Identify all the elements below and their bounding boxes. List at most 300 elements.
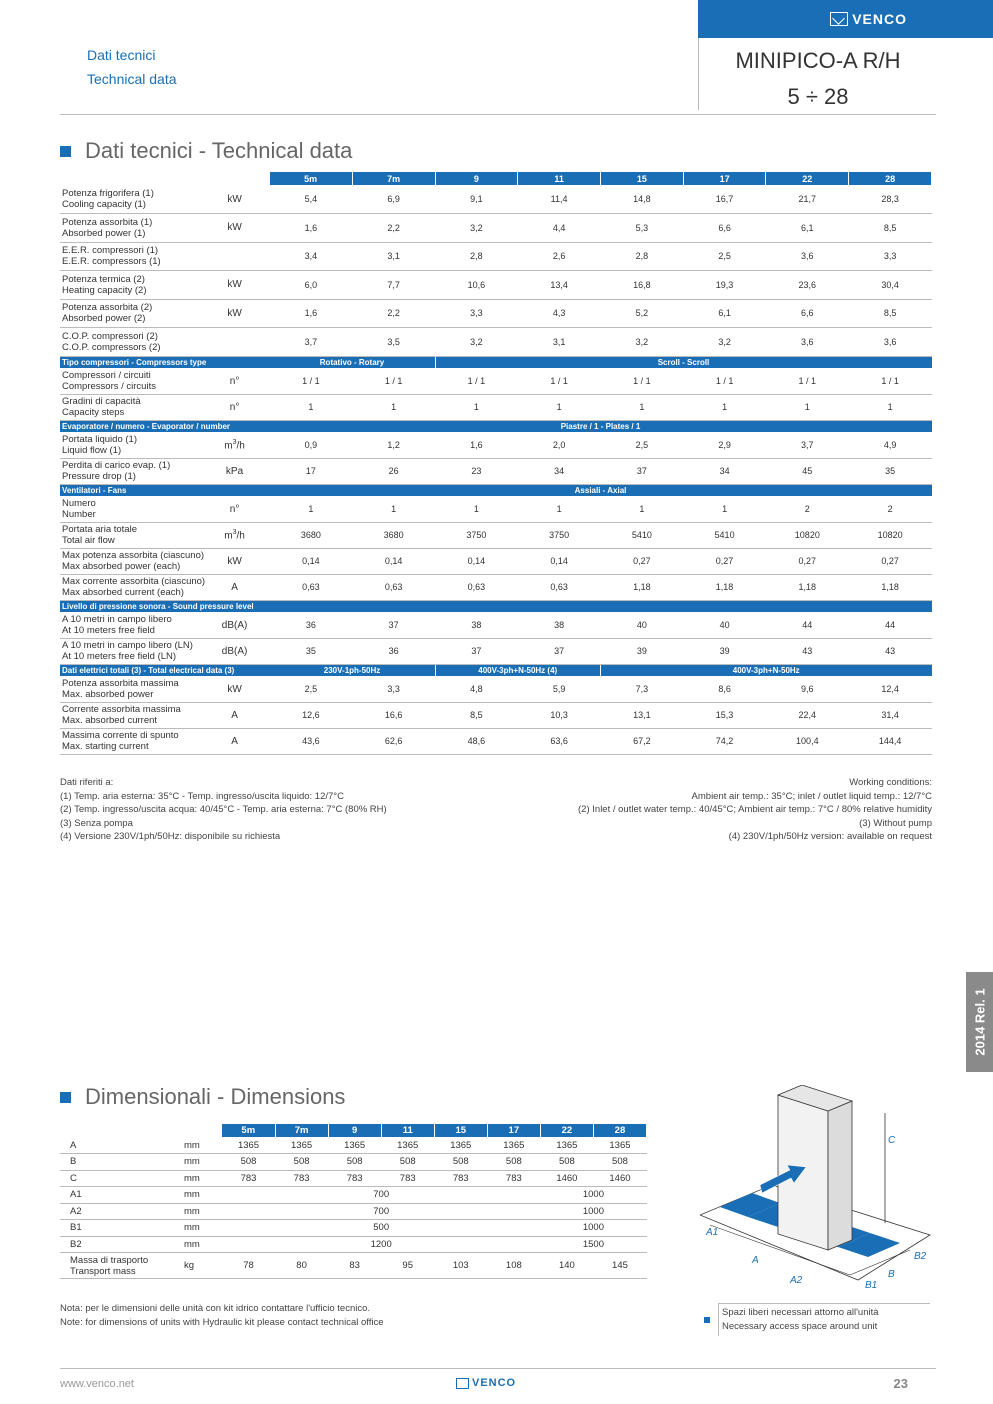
value-cell: 44 [849,612,932,638]
table-row [60,185,932,214]
value-cell: 40 [600,612,683,638]
legend-text [718,1303,930,1336]
value-cell: 5410 [683,522,766,548]
value-cell: 2,2 [352,299,435,328]
tech-section-title [60,138,352,164]
value-cell: 5,2 [600,299,683,328]
table-row [60,242,932,271]
value-cell: 9,6 [766,676,849,702]
note-line: (3) Without pump [859,817,932,829]
table-row [60,1253,647,1279]
unit-cell: kW [220,185,270,214]
footer-logo [456,1377,516,1389]
value-cell: 19,3 [683,271,766,300]
value-cell: 3,1 [352,242,435,271]
dim-label-b1: B1 [865,1280,878,1291]
unit-cell: n° [220,496,270,522]
value-cell: 23,6 [766,271,849,300]
unit-cell: n° [220,368,270,394]
column-header: 15 [600,172,683,185]
row-label: A [60,1137,184,1154]
value-cell: 0,27 [849,548,932,574]
row-label-en: Capacity steps [62,407,125,418]
value-cell: 1,18 [849,574,932,600]
note-line: (2) Inlet / outlet water temp.: 40/45°C; Ambient air temp.: 7°C / 80% relative humidity [578,804,932,815]
unit-cell: kPa [220,458,270,484]
band-value: 400V-3ph+N-50Hz (4) [435,664,600,676]
value-cell: 39 [600,638,683,664]
value-cell: 1,18 [600,574,683,600]
value-cell: 108 [487,1253,540,1279]
legend-en: Necessary access space around unit [722,1321,878,1332]
band-row [60,356,932,368]
table-row [60,676,932,702]
row-label-it: Perdita di carico evap. (1) [62,460,171,471]
value-cell: 10820 [766,522,849,548]
unit-cell: A [220,574,270,600]
row-label [60,728,220,754]
footer-rule [60,1368,936,1369]
row-label [60,185,220,214]
value-cell: 31,4 [849,702,932,728]
row-label-it: Corrente assorbita massima [62,704,181,715]
value-cell: 783 [487,1170,540,1187]
row-label-en: Absorbed power (2) [62,313,146,325]
value-cell: 0,27 [766,548,849,574]
value-cell: 0,63 [352,574,435,600]
value-cell: 74,2 [683,728,766,754]
column-header: 9 [435,172,518,185]
row-label-en: At 10 meters free field (LN) [62,651,177,662]
value-cell: 10820 [849,522,932,548]
unit-cell: $m^3/h$ [220,432,270,458]
column-header: 17 [487,1124,540,1137]
value-cell: 1460 [593,1170,646,1187]
value-cell: 3,3 [849,242,932,271]
table-row [60,1154,647,1171]
value-cell: 3,2 [435,328,518,357]
value-cell: 13,4 [518,271,601,300]
brand-logo-bar [698,0,993,38]
band-label: Livello di pressione sonora - Sound pressure level [60,600,270,612]
value-cell: 35 [270,638,353,664]
value-cell: 3,6 [766,328,849,357]
row-label-it: Massima corrente di spunto [62,730,179,741]
value-cell: 1 [849,394,932,420]
band-value: Piastre / 1 - Plates / 1 [270,420,932,432]
note-line: Working conditions: [849,777,932,788]
row-label-it: Potenza frigorifera (1) [62,188,154,199]
notes-left [60,776,387,844]
header-divider [698,38,699,110]
value-cell: 1,6 [270,299,353,328]
column-header: 11 [381,1124,434,1137]
unit-cell: kg [184,1253,222,1279]
value-cell: 35 [849,458,932,484]
column-header: 5m [270,172,353,185]
table-row [60,1236,647,1253]
value-cell: 8,5 [849,299,932,328]
value-cell: 36 [270,612,353,638]
row-label-it: Max corrente assorbita (ciascuno) [62,576,206,587]
value-cell: 0,63 [518,574,601,600]
value-cell: 1 [683,496,766,522]
column-header: 28 [593,1124,646,1137]
superscript: 3 [232,438,237,446]
band-value: 230V-1ph-50Hz [270,664,435,676]
column-header: 9 [328,1124,381,1137]
value-cell: 508 [540,1154,593,1171]
value-cell: 0,14 [435,548,518,574]
value-cell: 2,2 [352,214,435,243]
value-cell: 5410 [600,522,683,548]
page-number: 23 [893,1376,908,1391]
row-label: B2 [60,1236,184,1253]
row-label-en: C.O.P. compressors (2) [62,341,161,353]
row-label-en: Max absorbed current (each) [62,587,184,598]
dims-table [60,1124,647,1279]
row-label-en: Transport mass [70,1265,136,1277]
value-cell: 500 [222,1220,540,1237]
column-header: 17 [683,172,766,185]
row-label [60,1253,184,1279]
value-cell: 8,5 [849,214,932,243]
value-cell: 95 [381,1253,434,1279]
value-cell: 78 [222,1253,275,1279]
band-value [270,600,932,612]
value-cell: 21,7 [766,185,849,214]
unit-cell: kW [220,676,270,702]
value-cell: 3,5 [352,328,435,357]
value-cell: 103 [434,1253,487,1279]
note-line: Note: for dimensions of units with Hydraulic kit please contact technical office [60,1316,384,1328]
row-label-it: Potenza assorbita massima [62,678,179,689]
value-cell: 1000 [540,1220,646,1237]
value-cell: 2,8 [435,242,518,271]
note-line: (4) Versione 230V/1ph/50Hz: disponibile su richiesta [60,831,281,842]
footer-brand-name: VENCO [472,1377,517,1389]
value-cell: 62,6 [352,728,435,754]
unit-cell: mm [184,1137,222,1154]
value-cell: 3750 [518,522,601,548]
band-value: Scroll - Scroll [435,356,932,368]
value-cell: 3,4 [270,242,353,271]
row-label [60,299,220,328]
tech-title-text: Dati tecnici - Technical data [85,138,353,163]
row-label-en: Max. absorbed power [62,689,154,700]
band-row [60,484,932,496]
row-label [60,638,220,664]
row-label-it: Portata liquido (1) [62,434,137,445]
dim-notes [60,1302,384,1329]
row-label [60,432,220,458]
value-cell: 2,8 [600,242,683,271]
value-cell: 15,3 [683,702,766,728]
table-row [60,638,932,664]
value-cell: 6,1 [766,214,849,243]
table-row [60,1170,647,1187]
value-cell: 783 [328,1170,381,1187]
row-label-it: Compressori / circuiti [62,370,151,381]
row-label-it: Max potenza assorbita (ciascuno) [62,550,205,561]
value-cell: 1 [600,394,683,420]
value-cell: 3,2 [683,328,766,357]
subtitle-en: Technical data [87,71,177,87]
band-label: Ventilatori - Fans [60,484,270,496]
dim-label-b2: B2 [914,1251,927,1262]
unit-cell: n° [220,394,270,420]
column-header: 22 [540,1124,593,1137]
value-cell: 1 / 1 [352,368,435,394]
value-cell: 1 [518,496,601,522]
table-row [60,1203,647,1220]
table-row [60,1187,647,1204]
table-row [60,702,932,728]
value-cell: 783 [381,1170,434,1187]
value-cell: 1 / 1 [766,368,849,394]
value-cell: 10,6 [435,271,518,300]
value-cell: 9,1 [435,185,518,214]
value-cell: 1500 [540,1236,646,1253]
value-cell: 7,7 [352,271,435,300]
column-header: 7m [275,1124,328,1137]
unit-cell: kW [220,299,270,328]
value-cell: 6,9 [352,185,435,214]
unit-cell: $m^3/h$ [220,522,270,548]
value-cell: 508 [381,1154,434,1171]
value-cell: 1365 [487,1137,540,1154]
value-cell: 83 [328,1253,381,1279]
column-header: 7m [352,172,435,185]
legend-square-icon [704,1317,710,1323]
dim-label-a2: A2 [790,1275,803,1286]
row-label [60,496,220,522]
column-header: 5m [222,1124,275,1137]
value-cell: 783 [434,1170,487,1187]
band-value: 400V-3ph+N-50Hz [600,664,931,676]
value-cell: 38 [518,612,601,638]
value-cell: 1,18 [683,574,766,600]
table-row [60,496,932,522]
row-label-it: Potenza assorbita (2) [62,302,153,314]
band-label: Tipo compressori - Compressors type [60,356,270,368]
row-label-it: A 10 metri in campo libero (LN) [62,640,193,651]
value-cell: 3,7 [766,432,849,458]
value-cell: 0,14 [270,548,353,574]
row-label [60,676,220,702]
row-label [60,368,220,394]
value-cell: 2,5 [270,676,353,702]
unit-cell: mm [184,1187,222,1204]
value-cell: 1 [766,394,849,420]
value-cell: 1 / 1 [518,368,601,394]
value-cell: 3,3 [435,299,518,328]
note-line: (1) Temp. aria esterna: 35°C - Temp. ingresso/uscita liquido: 12/7°C [60,790,344,802]
value-cell: 5,4 [270,185,353,214]
value-cell: 0,9 [270,432,353,458]
value-cell: 0,14 [352,548,435,574]
value-cell: 44 [766,612,849,638]
table-row [60,458,932,484]
column-header: 11 [518,172,601,185]
value-cell: 100,4 [766,728,849,754]
model-range: 5 ÷ 28 [787,84,849,109]
band-label: Evaporatore / numero - Evaporator / number [60,420,270,432]
value-cell: 1 [683,394,766,420]
value-cell: 11,4 [518,185,601,214]
value-cell: 43 [849,638,932,664]
value-cell: 508 [222,1154,275,1171]
row-label: A1 [60,1187,184,1204]
unit-cell [220,242,270,271]
value-cell: 37 [600,458,683,484]
value-cell: 2,5 [683,242,766,271]
value-cell: 4,9 [849,432,932,458]
row-label [60,394,220,420]
value-cell: 1365 [540,1137,593,1154]
table-row [60,271,932,300]
unit-cell: dB(A) [220,638,270,664]
unit-cell: A [220,702,270,728]
value-cell: 1365 [275,1137,328,1154]
row-label [60,574,220,600]
row-label: C [60,1170,184,1187]
value-cell: 48,6 [435,728,518,754]
value-cell: 3,1 [518,328,601,357]
row-label [60,612,220,638]
row-label-it: A 10 metri in campo libero [62,614,172,625]
value-cell: 12,4 [849,676,932,702]
dim-label-a1: A1 [706,1227,719,1238]
row-label [60,458,220,484]
table-row [60,394,932,420]
value-cell: 4,8 [435,676,518,702]
dim-label-c: C [888,1135,896,1146]
dim-label-b: B [888,1269,895,1280]
footer-brand-mark-icon [456,1378,469,1389]
value-cell: 1365 [381,1137,434,1154]
row-label [60,242,220,271]
value-cell: 3,2 [600,328,683,357]
row-label-en: E.E.R. compressors (1) [62,256,161,268]
row-label-en: Max. absorbed current [62,715,158,726]
band-label: Dati elettrici totali (3) - Total electrical data (3) [60,664,270,676]
band-value: Assiali - Axial [270,484,932,496]
table-row [60,612,932,638]
dims-title-text: Dimensionali - Dimensions [85,1084,346,1109]
value-cell: 13,1 [600,702,683,728]
value-cell: 140 [540,1253,593,1279]
value-cell: 0,14 [518,548,601,574]
value-cell: 4,3 [518,299,601,328]
value-cell: 3,6 [766,242,849,271]
value-cell: 1 / 1 [849,368,932,394]
dim-label-a: A [752,1255,759,1266]
value-cell: 6,0 [270,271,353,300]
value-cell: 43,6 [270,728,353,754]
value-cell: 0,63 [435,574,518,600]
value-cell: 508 [328,1154,381,1171]
section-square-icon [60,1092,71,1103]
row-label-en: Cooling capacity (1) [62,199,146,210]
brand-mark-icon [830,12,848,26]
unit-cell [220,328,270,357]
value-cell: 1200 [222,1236,540,1253]
value-cell: 36 [352,638,435,664]
value-cell: 508 [487,1154,540,1171]
value-cell: 1365 [434,1137,487,1154]
row-label-en: Number [62,509,96,520]
table-row [60,574,932,600]
row-label-it: Portata aria totale [62,524,137,535]
release-tab-text: 2014 Rel. 1 [972,988,987,1056]
value-cell: 783 [275,1170,328,1187]
value-cell: 0,27 [683,548,766,574]
row-label-en: Compressors / circuits [62,381,156,392]
value-cell: 1 [270,394,353,420]
header-rule [60,114,936,115]
value-cell: 1 [352,394,435,420]
value-cell: 16,6 [352,702,435,728]
header-blank [60,172,270,185]
value-cell: 28,3 [849,185,932,214]
value-cell: 1 [435,394,518,420]
unit-cell: mm [184,1170,222,1187]
value-cell: 145 [593,1253,646,1279]
unit-cell: mm [184,1203,222,1220]
row-label: B [60,1154,184,1171]
value-cell: 1365 [222,1137,275,1154]
model-name: MINIPICO-A R/H [735,48,901,73]
value-cell: 6,6 [683,214,766,243]
value-cell: 63,6 [518,728,601,754]
value-cell: 45 [766,458,849,484]
value-cell: 700 [222,1187,540,1204]
value-cell: 16,7 [683,185,766,214]
value-cell: 3750 [435,522,518,548]
value-cell: 43 [766,638,849,664]
table-row [60,1137,647,1154]
value-cell: 67,2 [600,728,683,754]
value-cell: 5,9 [518,676,601,702]
value-cell: 17 [270,458,353,484]
value-cell: 1365 [593,1137,646,1154]
row-label-en: Absorbed power (1) [62,227,146,239]
legend-it: Spazi liberi necessari attorno all'unità [722,1307,879,1318]
unit-cell: kW [220,214,270,243]
superscript: 3 [232,528,237,536]
value-cell: 23 [435,458,518,484]
value-cell: 1 / 1 [683,368,766,394]
table-row [60,214,932,243]
footer-url[interactable]: www.venco.net [60,1378,134,1390]
note-line: Ambient air temp.: 35°C; inlet / outlet liquid temp.: 12/7°C [691,790,932,802]
value-cell: 37 [518,638,601,664]
value-cell: 1,2 [352,432,435,458]
row-label-it: C.O.P. compressori (2) [62,330,158,342]
header-row [60,1124,647,1137]
value-cell: 22,4 [766,702,849,728]
value-cell: 1000 [540,1187,646,1204]
unit-cell: kW [220,548,270,574]
unit-cell: mm [184,1154,222,1171]
row-label-it: E.E.R. compressori (1) [62,245,159,257]
value-cell: 14,8 [600,185,683,214]
value-cell: 2,9 [683,432,766,458]
value-cell: 40 [683,612,766,638]
value-cell: 1460 [540,1170,593,1187]
band-row [60,600,932,612]
